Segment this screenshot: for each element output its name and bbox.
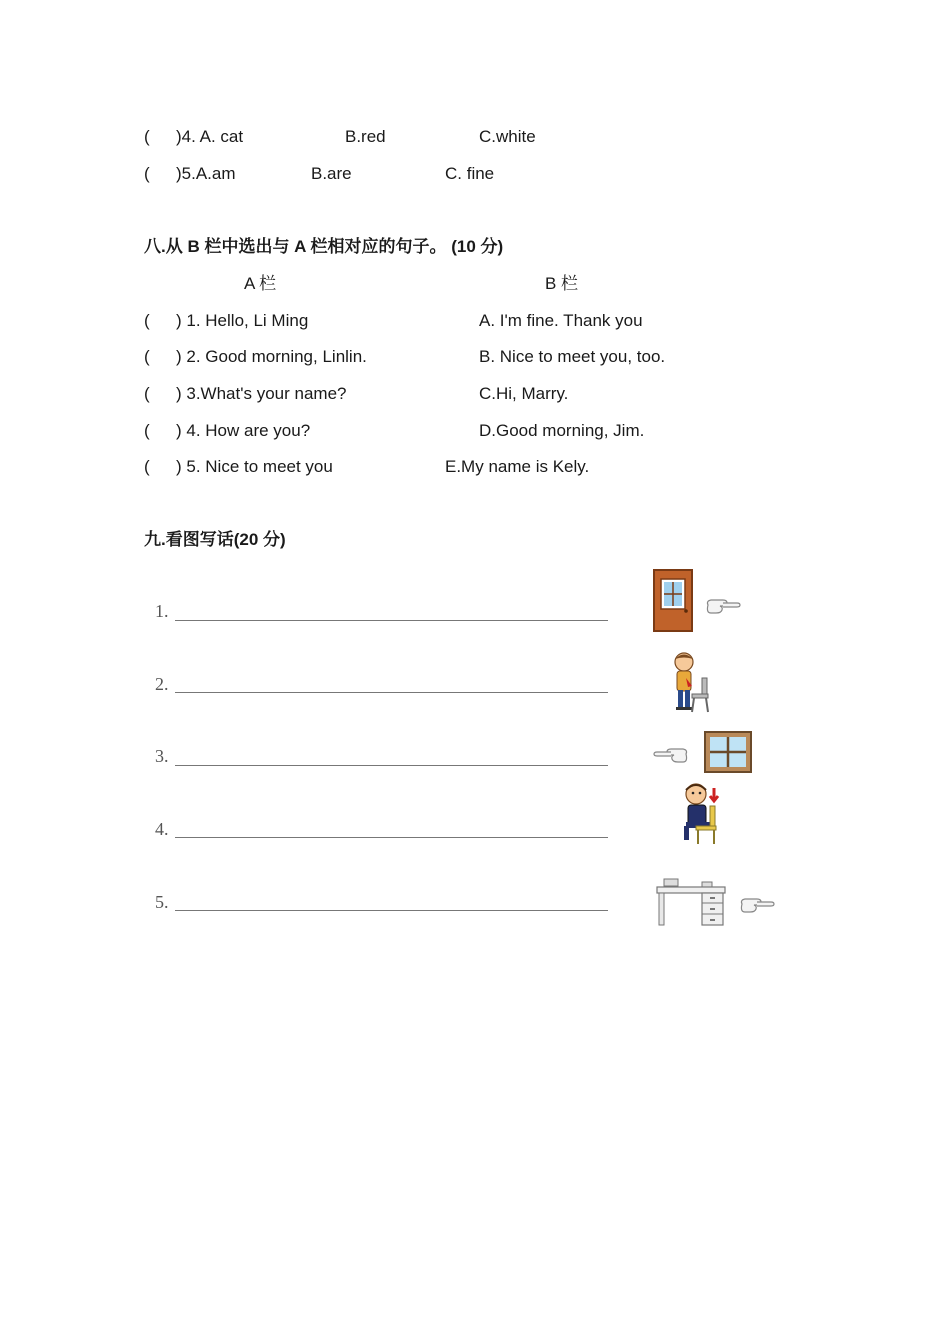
match-item-a: ) 3.What's your name? bbox=[176, 384, 347, 403]
answer-line[interactable] bbox=[175, 620, 608, 621]
boy-sitting-icon bbox=[676, 778, 730, 848]
match-item-a: ) 5. Nice to meet you bbox=[176, 457, 333, 476]
window-icon bbox=[652, 728, 756, 776]
paren-open: ( bbox=[144, 311, 150, 330]
line-number: 5. bbox=[155, 892, 169, 912]
column-a-header: A 栏 bbox=[244, 274, 277, 293]
match-item-b: B. Nice to meet you, too. bbox=[479, 347, 666, 366]
paren-open: ( bbox=[144, 127, 150, 146]
section-heading: 八.从 B 栏中选出与 A 栏相对应的句子。 (10 分) bbox=[144, 237, 504, 256]
match-item-a: ) 4. How are you? bbox=[176, 421, 311, 440]
column-b-header: B 栏 bbox=[545, 274, 579, 293]
match-item-b: D.Good morning, Jim. bbox=[479, 421, 645, 440]
option-c: C. fine bbox=[445, 164, 495, 183]
line-number: 2. bbox=[155, 674, 169, 694]
option-c: C.white bbox=[479, 127, 536, 146]
door-icon bbox=[650, 567, 750, 635]
line-number: 3. bbox=[155, 746, 169, 766]
answer-line[interactable] bbox=[175, 837, 608, 838]
match-item-b: E.My name is Kely. bbox=[445, 457, 590, 476]
match-item-a: ) 1. Hello, Li Ming bbox=[176, 311, 309, 330]
paren-open: ( bbox=[144, 421, 150, 440]
section-heading: 九.看图写话(20 分) bbox=[144, 530, 286, 549]
answer-line[interactable] bbox=[175, 692, 608, 693]
boy-standing-icon bbox=[664, 650, 718, 716]
paren-open: ( bbox=[144, 384, 150, 403]
line-number: 4. bbox=[155, 819, 169, 839]
option-b: B.red bbox=[345, 127, 386, 146]
option-a: )5.A.am bbox=[176, 164, 236, 183]
paren-open: ( bbox=[144, 347, 150, 366]
match-item-b: A. I'm fine. Thank you bbox=[479, 311, 643, 330]
match-item-a: ) 2. Good morning, Linlin. bbox=[176, 347, 367, 366]
paren-open: ( bbox=[144, 164, 150, 183]
option-b: B.are bbox=[311, 164, 352, 183]
option-a: )4. A. cat bbox=[176, 127, 244, 146]
paren-open: ( bbox=[144, 457, 150, 476]
line-number: 1. bbox=[155, 601, 169, 621]
answer-line[interactable] bbox=[175, 910, 608, 911]
answer-line[interactable] bbox=[175, 765, 608, 766]
desk-icon bbox=[654, 874, 780, 930]
match-item-b: C.Hi, Marry. bbox=[479, 384, 569, 403]
